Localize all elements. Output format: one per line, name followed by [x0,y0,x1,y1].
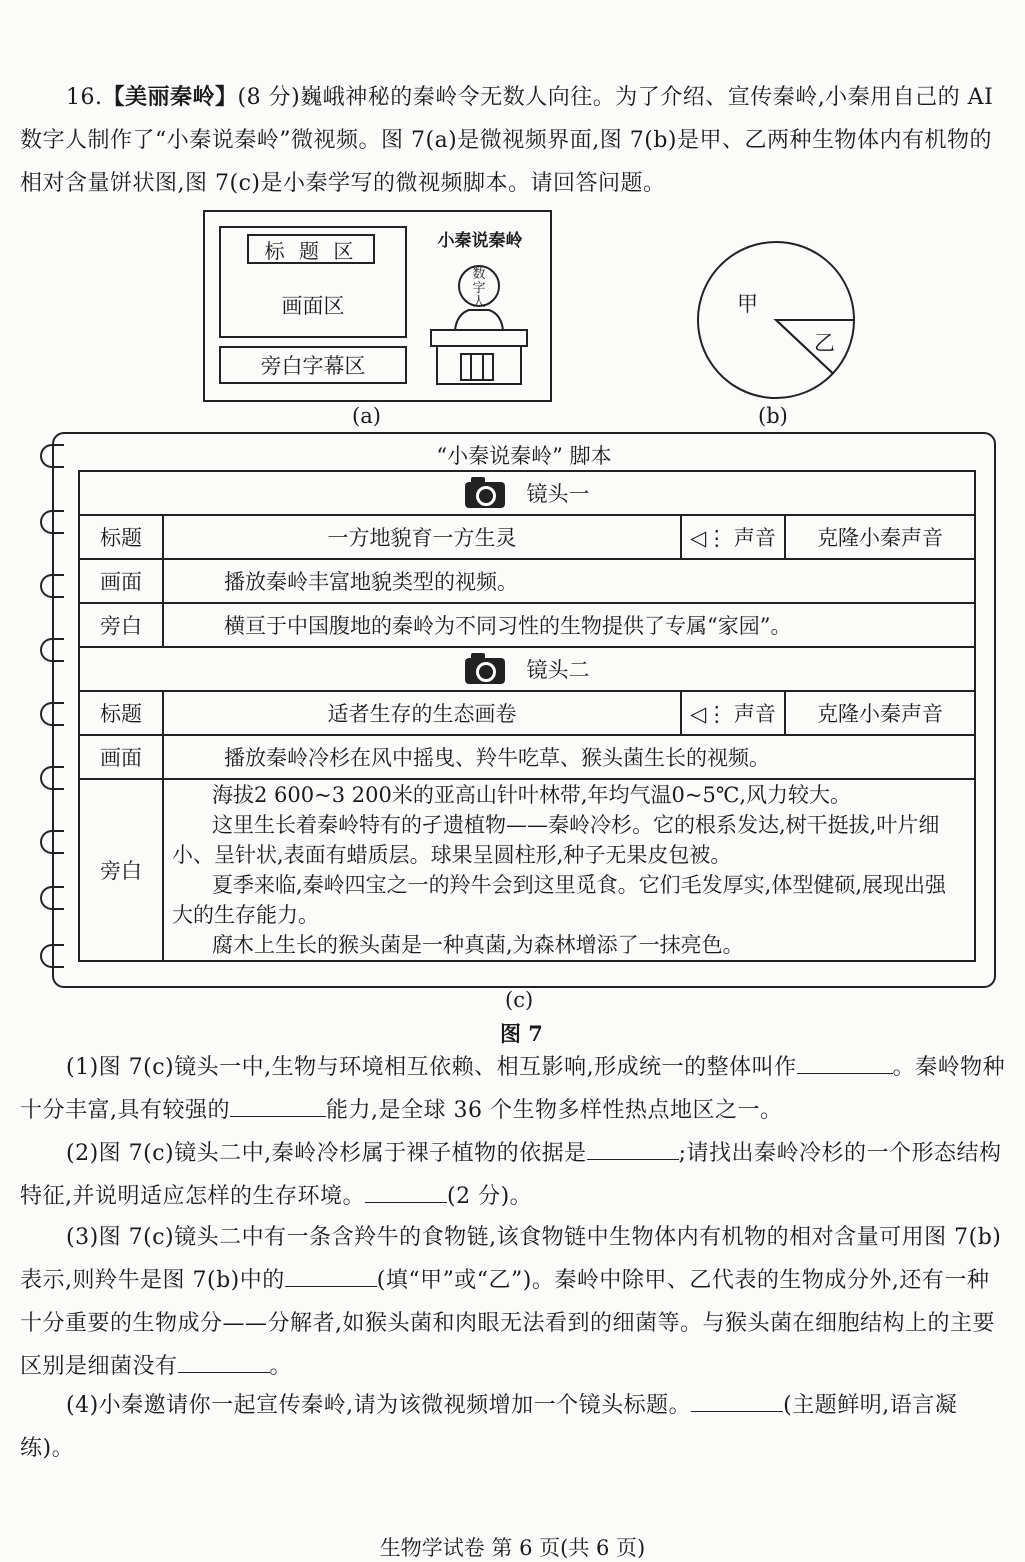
shot-2-narration [163,779,975,961]
avatar-text: 数字人 [472,267,486,310]
desk-top [431,330,527,346]
speaker-icon: ◁⋮ [690,526,734,550]
shot-2-picture-value: 播放秦岭冷杉在风中摇曳、羚牛吃草、猴头菌生长的视频。 [163,735,975,779]
binder-ring [40,510,64,534]
question-1: (1)图 7(c)镜头一中,生物与环境相互依赖、相互影响,形成统一的整体叫作 。秦岭物种十分丰富,具有较强的 能力,是全球 36 个生物多样性热点地区之一。 [20,1046,1010,1132]
pie-label-yi: 乙 [814,331,835,355]
shot-1-narration-value: 横亘于中国腹地的秦岭为不同习性的生物提供了专属“家园”。 [163,603,975,647]
question-3: (3)图 7(c)镜头二中有一条含羚牛的食物链,该食物链中生物体内有机物的相对含量可用图 7(b)表示,则羚牛是图 7(b)中的 (填“甲”或“乙”)。秦岭中除甲、乙代表的生物成分外,还有一种十分重要的生物成分——分解者,如猴头菌和肉眼无法看到的细菌等。与猴头菌在细胞结构上的主要区别是细菌没有 。 [20,1225,1002,1379]
page-footer: 生物学试卷 第 6 页(共 6 页) [379,1536,646,1560]
shot-1-narration-label: 旁白 [79,603,163,647]
shot-2-sound-label: 声音 [733,702,776,726]
answer-blank[interactable] [797,1051,893,1074]
answer-blank[interactable] [285,1264,377,1287]
question-16-stem [20,76,1010,205]
narration-paragraph: 腐木上生长的猴头菌是一种真菌,为森林增添了一抹亮色。 [212,933,744,957]
binder-ring [40,702,64,726]
binder-ring [40,944,64,968]
figure-7a-interface [203,210,552,402]
figure-7b-caption: (b) [758,404,788,428]
subtitle-area-box: 旁白字幕区 [219,346,407,384]
camera-icon [465,658,505,684]
figure-7c-caption: (c) [505,988,534,1012]
answer-blank[interactable] [230,1094,326,1117]
question-number: 16. [66,85,103,110]
shot-1-sound-cell [681,515,785,559]
shot-1-heading-row [79,471,975,515]
narration-paragraph: 海拔2 600~3 200米的亚高山针叶林带,年均气温0~5℃,风力较大。 [212,783,851,807]
shot-1-title-value: 一方地貌育一方生灵 [163,515,681,559]
question-score: (8 分) [237,85,301,110]
pie-slice-jia [698,242,854,398]
desk-panel [461,354,493,380]
answer-blank[interactable] [587,1137,679,1160]
binder-ring [40,886,64,910]
binder-ring [40,574,64,598]
shot-2-sound-cell [681,691,785,735]
picture-area-label: 画面区 [281,294,345,318]
shot-1-sound-label: 声音 [733,526,776,550]
binder-ring [40,830,64,854]
binder-ring [40,766,64,790]
answer-blank[interactable] [691,1389,783,1412]
figure-7b-pie-chart [690,234,862,406]
narration-paragraph: 这里生长着秦岭特有的孑遗植物——秦岭冷杉。它的根系发达,树干挺拔,叶片细小、呈针状,表面有蜡质层。球果呈圆柱形,种子无果皮包被。 [172,813,940,867]
video-header: 小秦说秦岭 [437,231,523,251]
narration-paragraph: 夏季来临,秦岭四宝之一的羚牛会到这里觅食。它们毛发厚实,体型健硕,展现出强大的生存能力。 [172,873,947,927]
shot-2-heading: 镜头二 [526,657,590,682]
speaker-icon: ◁⋮ [690,702,734,726]
question-tag: 【美丽秦岭】 [102,84,238,110]
shot-1-heading: 镜头一 [526,481,590,506]
question-intro: 巍峨神秘的秦岭令无数人向往。为了介绍、宣传秦岭,小秦用自己的 AI 数字人制作了“小秦说秦岭”微视频。图 7(a)是微视频界面,图 7(b)是甲、乙两种生物体内有机物的相对含量饼状图,图 7(c)是小秦学写的微视频脚本。请回答问题。 [20,85,994,196]
shot-1-sound-value: 克隆小秦声音 [785,515,975,559]
shot-2-picture-label: 画面 [79,735,163,779]
answer-blank[interactable] [178,1350,270,1373]
pie-label-jia: 甲 [737,292,758,316]
shot-2-title-label: 标题 [79,691,163,735]
camera-icon [465,482,505,508]
question-2: (2)图 7(c)镜头二中,秦岭冷杉属于裸子植物的依据是 ;请找出秦岭冷杉的一个形态结构特征,并说明适应怎样的生存环境。 (2 分)。 [20,1132,1010,1218]
question-4: (4)小秦邀请你一起宣传秦岭,请为该微视频增加一个镜头标题。 (主题鲜明,语言凝练)。 [20,1384,1010,1470]
shot-2-sound-value: 克隆小秦声音 [785,691,975,735]
figure-7a-caption: (a) [352,404,381,428]
shot-2-heading-row [79,647,975,691]
shot-1-title-label: 标题 [79,515,163,559]
title-area-box: 标 题 区 [247,234,375,264]
figure-7-label: 图 7 [500,1021,543,1046]
answer-blank[interactable] [365,1180,447,1203]
avatar-body [455,310,503,330]
script-title: “小秦说秦岭” 脚本 [436,444,612,468]
figure-7c-script-notebook [52,432,996,988]
shot-2-title-value: 适者生存的生态画卷 [163,691,681,735]
shot-2-narration-label: 旁白 [79,779,163,961]
desk-body [437,346,521,384]
script-table [78,470,976,962]
shot-1-picture-label: 画面 [79,559,163,603]
binder-ring [40,638,64,662]
shot-1-picture-value: 播放秦岭丰富地貌类型的视频。 [163,559,975,603]
